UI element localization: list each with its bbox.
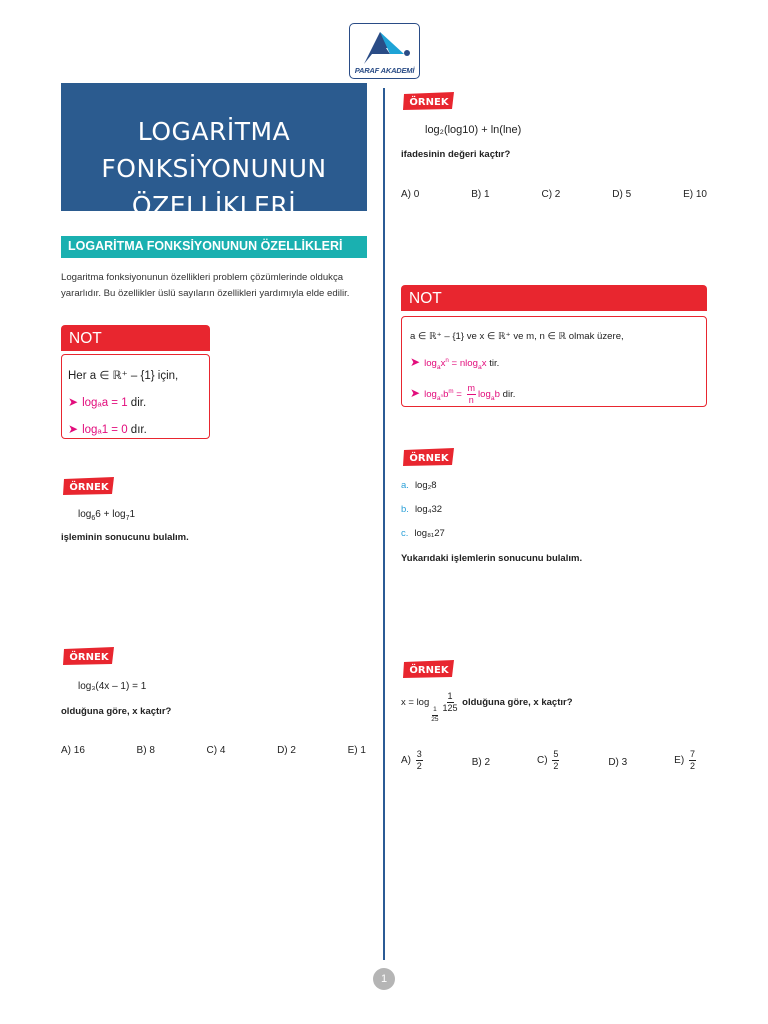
example5-expression: x = log $\frac{1}{25}$ $\frac{1}{125}$ olduğuna göre, x kaçtır?: [401, 691, 573, 723]
svg-text:ÖRNEK: ÖRNEK: [69, 482, 109, 493]
note-header-left: NOT: [61, 325, 210, 351]
example2-expression: log₃(4x – 1) = 1: [78, 681, 147, 692]
page-title-line1: LOGARİTMA FONKSİYONUNUN: [101, 117, 327, 183]
svg-text:ÖRNEK: ÖRNEK: [409, 453, 449, 464]
note-rule-2: ➤ logₐ1 = 0 dır.: [68, 422, 147, 436]
example-badge: [401, 658, 457, 680]
note-box-right: [401, 316, 707, 407]
section-heading: LOGARİTMA FONKSİYONUNUN ÖZELLİKLERİ: [61, 236, 367, 258]
example2-options: [61, 745, 366, 756]
note-intro: Her a ∈ ℝ⁺ – {1} için,: [68, 370, 179, 382]
option-c[interactable]: C) $\frac{5}{2}$: [537, 749, 559, 771]
example5-options: [401, 750, 698, 771]
example3-options: [401, 189, 707, 200]
page-number: 1: [373, 968, 395, 990]
arrow-icon: ➤: [68, 422, 79, 436]
logo-mark-icon: [350, 24, 421, 70]
option-d[interactable]: D) 3: [608, 757, 628, 768]
example-badge: [61, 475, 117, 497]
example3-question: ifadesinin değeri kaçtır?: [401, 149, 511, 160]
option-e[interactable]: E) 1: [347, 745, 366, 756]
example1-expression: $\log_66 + \log_71$: [78, 509, 136, 522]
logo-text: PARAF AKADEMİ: [354, 66, 415, 75]
column-divider: [383, 88, 385, 960]
arrow-icon: ➤: [68, 395, 79, 409]
note-rule-1: ➤ logₐa = 1 dir.: [68, 395, 147, 409]
option-e[interactable]: E) 10: [683, 189, 707, 200]
option-b[interactable]: B) 1: [471, 189, 490, 200]
option-e[interactable]: E) $\frac{7}{2}$: [674, 749, 695, 771]
option-a[interactable]: A) 0: [401, 189, 420, 200]
example4-item-a: a. log₂8: [401, 480, 437, 491]
note-box-left: [61, 354, 210, 439]
option-c[interactable]: C) 2: [541, 189, 561, 200]
option-d[interactable]: D) 5: [612, 189, 632, 200]
svg-text:ÖRNEK: ÖRNEK: [69, 652, 109, 663]
option-b[interactable]: B) 2: [471, 757, 491, 768]
paraf-akademi-logo: [349, 23, 420, 79]
example-badge: [401, 446, 457, 468]
option-b[interactable]: B) 8: [136, 745, 155, 756]
example1-question: işleminin sonucunu bulalım.: [61, 532, 189, 543]
note-right-rule-2: ➤ $\log_{a^n}b^m$ = $\frac{m}{n}$ $\log_ab$ dir.: [410, 383, 516, 406]
page-title-banner: [61, 83, 367, 220]
option-a[interactable]: A) 16: [61, 745, 85, 756]
arrow-icon: ➤: [410, 355, 421, 370]
example4-question: Yukarıdaki işlemlerin sonucunu bulalım.: [401, 553, 583, 564]
example4-item-c: c. log₈₁27: [401, 528, 445, 539]
intro-paragraph: Logaritma fonksiyonunun özellikleri problem çözümlerinde oldukça yararlıdır. Bu özellikler üslü sayıların özellikleri yardımıyla elde edilir.: [61, 272, 350, 299]
option-d[interactable]: D) 2: [277, 745, 296, 756]
example4-item-b: b. log₄32: [401, 504, 443, 515]
option-a[interactable]: A) $\frac{3}{2}$: [401, 749, 422, 771]
note-header-right: NOT: [401, 285, 707, 311]
svg-text:ÖRNEK: ÖRNEK: [409, 97, 449, 108]
page-title-line2: ÖZELLİKLERİ: [131, 191, 297, 220]
example2-question: olduğuna göre, x kaçtır?: [61, 706, 172, 717]
example-badge: [401, 90, 457, 112]
note-right-rule-1: ➤ $\log_ax^n = nlog_ax$ tir.: [410, 355, 500, 372]
option-c[interactable]: C) 4: [206, 745, 226, 756]
svg-text:ÖRNEK: ÖRNEK: [409, 665, 449, 676]
note-right-intro: a ∈ ℝ⁺ – {1} ve x ∈ ℝ⁺ ve m, n ∈ ℝ olmak üzere,: [410, 331, 624, 342]
example3-expression: log₂(log10) + ln(lne): [425, 124, 522, 136]
arrow-icon: ➤: [410, 386, 421, 401]
example-badge: [61, 645, 117, 667]
